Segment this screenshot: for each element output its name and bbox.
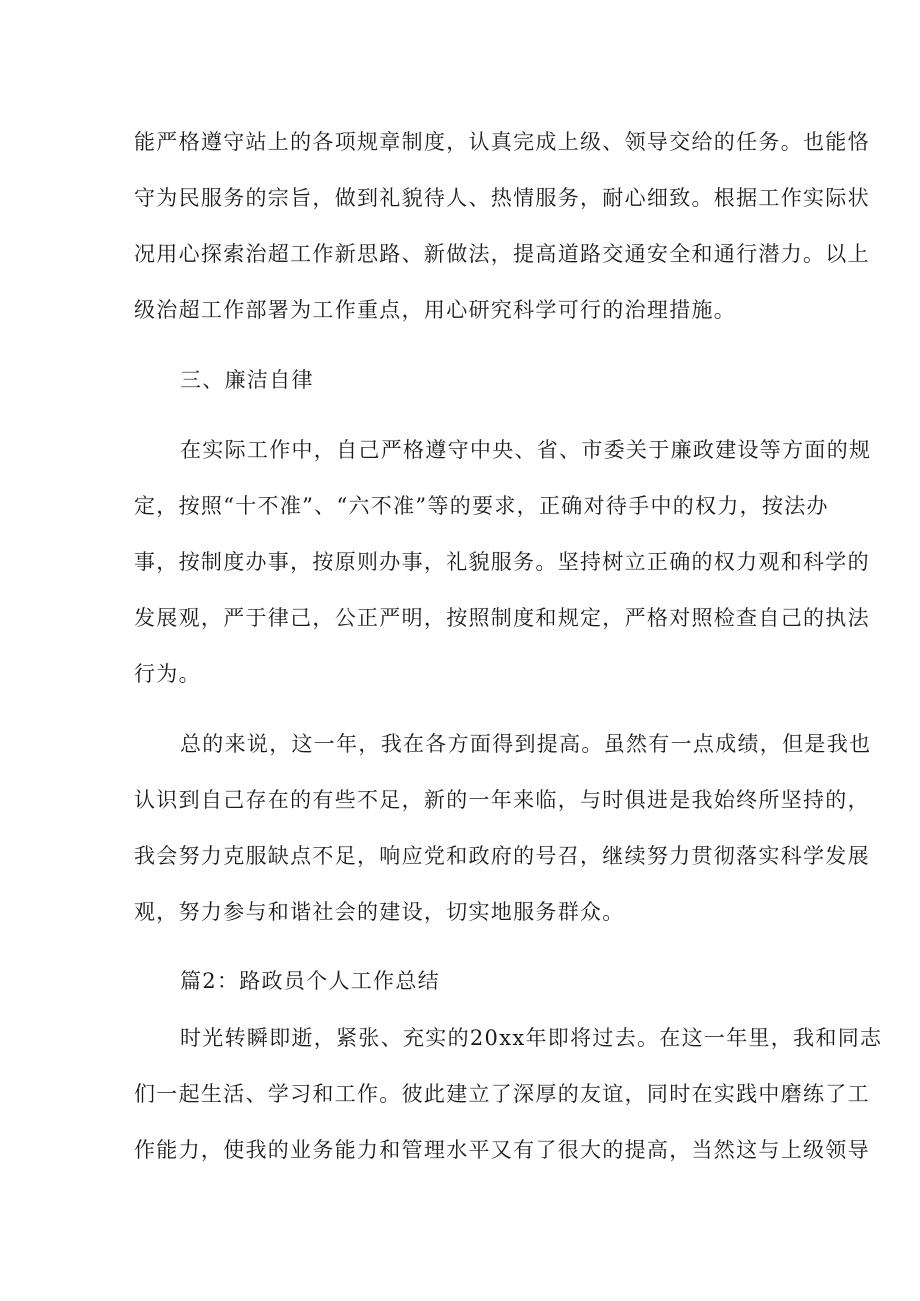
- paragraph-line: 在实际工作中，自己严格遵守中央、省、市委关于廉政建设等方面的规: [180, 438, 872, 462]
- paragraph-line: 况用心探索治超工作新思路、新做法，提高道路交通安全和通行潜力。以上: [134, 242, 870, 266]
- section-heading: 三、廉洁自律: [180, 368, 314, 392]
- paragraph-line: 能严格遵守站上的各项规章制度，认真完成上级、领导交给的任务。也能恪: [134, 130, 870, 154]
- paragraph-line: 行为。: [134, 662, 201, 686]
- paragraph-line: 认识到自己存在的有些不足，新的一年来临，与时俱进是我始终所坚持的，: [134, 788, 870, 812]
- paragraph-line: 发展观，严于律己，公正严明，按照制度和规定，严格对照检查自己的执法: [134, 606, 870, 630]
- paragraph-line: 时光转瞬即逝，紧张、充实的20xx年即将过去。在这一年里，我和同志: [180, 1026, 883, 1050]
- paragraph-line: 作能力，使我的业务能力和管理水平又有了很大的提高，当然这与上级领导: [134, 1138, 870, 1162]
- article-heading: 篇2：路政员个人工作总结: [180, 969, 440, 993]
- paragraph-line: 事，按制度办事，按原则办事，礼貌服务。坚持树立正确的权力观和科学的: [134, 550, 870, 574]
- paragraph-line: 总的来说，这一年，我在各方面得到提高。虽然有一点成绩，但是我也: [180, 732, 872, 756]
- paragraph-line: 观，努力参与和谐社会的建设，切实地服务群众。: [134, 900, 625, 924]
- paragraph-line: 守为民服务的宗旨，做到礼貌待人、热情服务，耐心细致。根据工作实际状: [134, 186, 870, 210]
- paragraph-line: 们一起生活、学习和工作。彼此建立了深厚的友谊，同时在实践中磨练了工: [134, 1082, 870, 1106]
- paragraph-line: 定，按照“十不准”、“六不准”等的要求，正确对待手中的权力，按法办: [134, 494, 829, 518]
- paragraph-line: 我会努力克服缺点不足，响应党和政府的号召，继续努力贯彻落实科学发展: [134, 844, 870, 868]
- paragraph-line: 级治超工作部署为工作重点，用心研究科学可行的治理措施。: [134, 298, 737, 322]
